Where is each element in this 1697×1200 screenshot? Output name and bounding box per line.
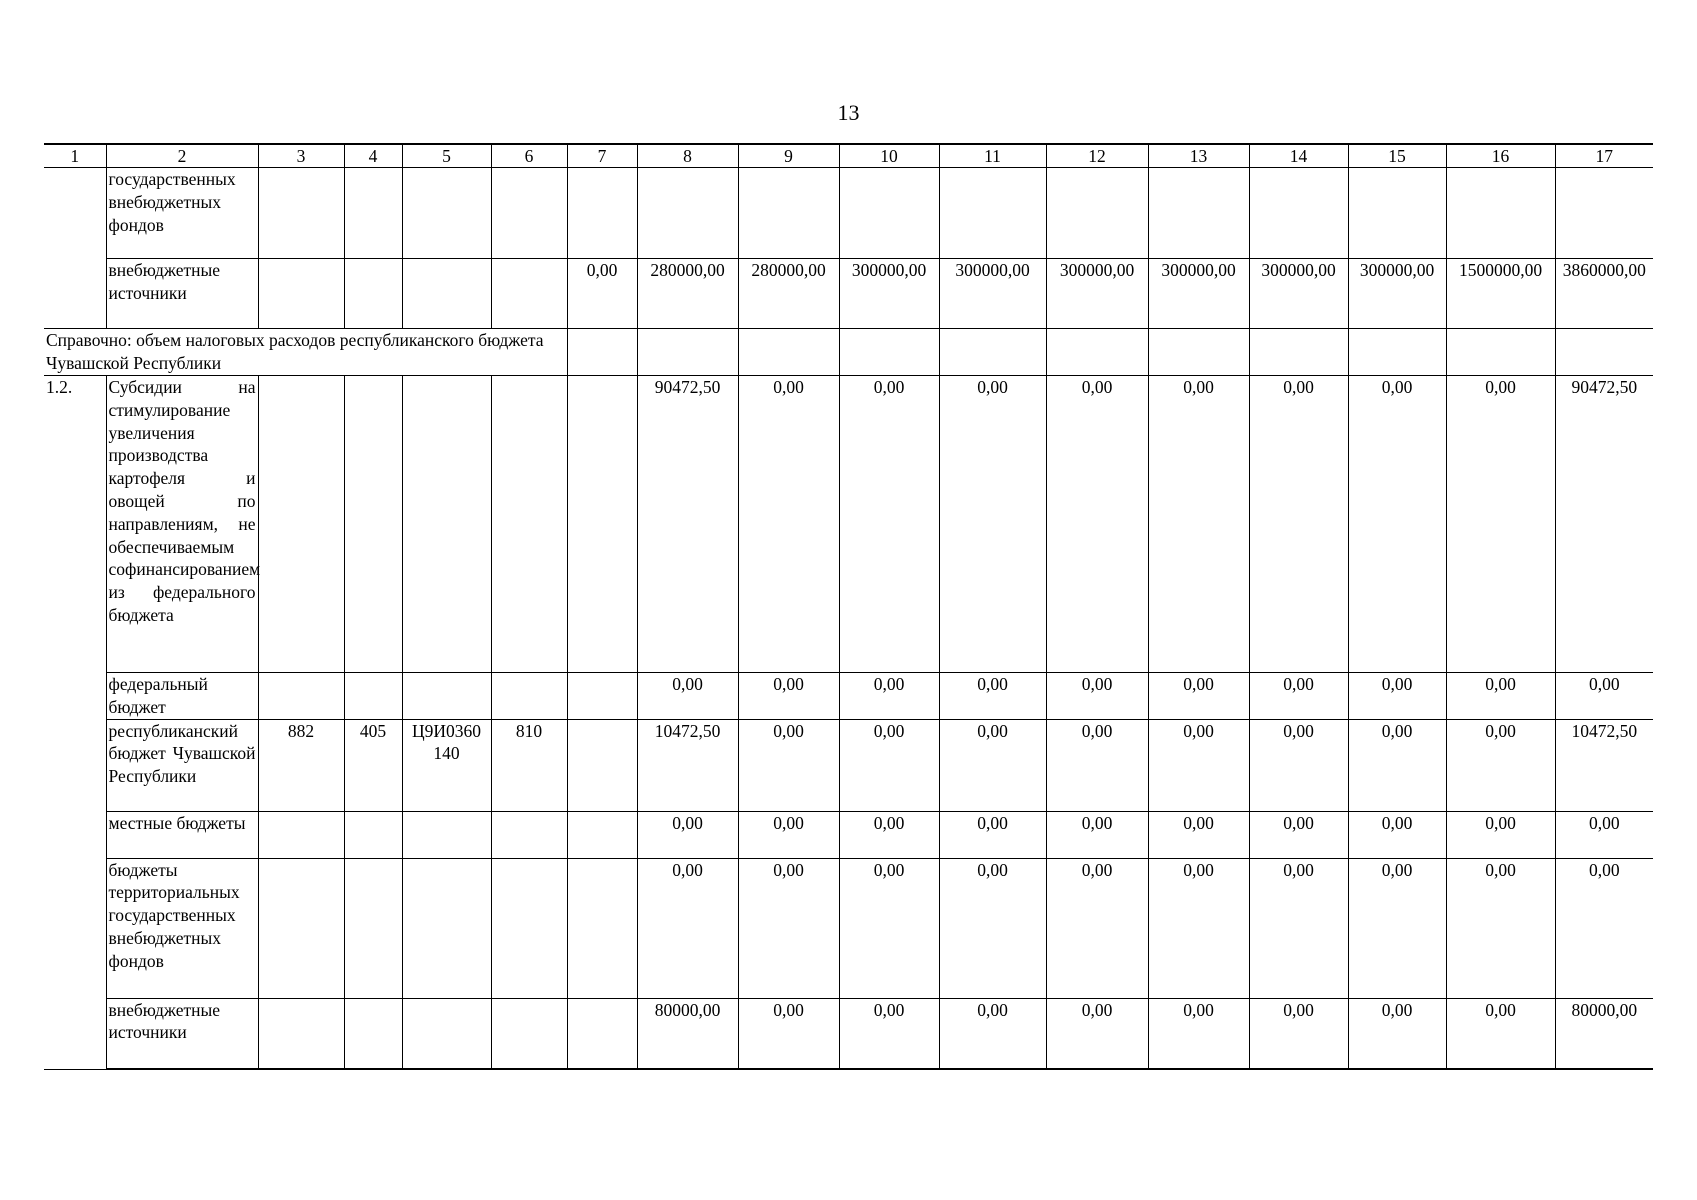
header-cell: 14 xyxy=(1249,144,1348,168)
value-cell xyxy=(344,168,402,259)
value-cell: 0,00 xyxy=(1148,858,1249,998)
header-cell: 9 xyxy=(738,144,839,168)
value-cell xyxy=(1148,329,1249,376)
value-cell: 0,00 xyxy=(939,719,1046,811)
value-cell: 300000,00 xyxy=(939,259,1046,329)
header-cell: 10 xyxy=(839,144,939,168)
value-cell: 0,00 xyxy=(839,998,939,1069)
index-cell xyxy=(44,168,106,329)
value-cell xyxy=(491,811,567,858)
value-cell: 0,00 xyxy=(1348,673,1446,720)
header-row xyxy=(44,144,1653,168)
value-cell: 0,00 xyxy=(637,673,738,720)
source-name: бюджеты территориальных государственных внебюджетных фондов xyxy=(106,858,258,998)
budget-table xyxy=(44,143,1653,1070)
value-cell: 0,00 xyxy=(738,673,839,720)
value-cell: 0,00 xyxy=(637,811,738,858)
value-cell: 300000,00 xyxy=(1348,259,1446,329)
value-cell: 0,00 xyxy=(1148,376,1249,673)
value-cell xyxy=(567,858,637,998)
value-cell xyxy=(258,259,344,329)
source-name: местные бюджеты xyxy=(106,811,258,858)
value-cell xyxy=(738,168,839,259)
value-cell: 0,00 xyxy=(1046,858,1148,998)
value-cell: 0,00 xyxy=(1148,719,1249,811)
value-cell xyxy=(258,858,344,998)
value-cell: 0,00 xyxy=(839,376,939,673)
source-name: государственных внебюджетных фондов xyxy=(106,168,258,259)
header-cell: 13 xyxy=(1148,144,1249,168)
value-cell: 0,00 xyxy=(1446,858,1555,998)
value-cell xyxy=(402,858,491,998)
source-name: внебюджетные источники xyxy=(106,259,258,329)
kbk-code: 882 xyxy=(258,719,344,811)
value-cell: 0,00 xyxy=(1446,719,1555,811)
value-cell: 90472,50 xyxy=(1555,376,1653,673)
value-cell: 0,00 xyxy=(738,811,839,858)
value-cell xyxy=(258,998,344,1069)
value-cell xyxy=(1555,168,1653,259)
value-cell: 0,00 xyxy=(1249,858,1348,998)
kbk-code: 405 xyxy=(344,719,402,811)
value-cell: 0,00 xyxy=(1046,811,1148,858)
value-cell: 0,00 xyxy=(839,719,939,811)
value-cell: 0,00 xyxy=(738,376,839,673)
value-cell xyxy=(637,168,738,259)
value-cell xyxy=(1249,329,1348,376)
header-cell: 17 xyxy=(1555,144,1653,168)
value-cell xyxy=(1148,168,1249,259)
header-cell: 7 xyxy=(567,144,637,168)
value-cell: 0,00 xyxy=(939,673,1046,720)
table-row xyxy=(44,811,1653,858)
source-name: республиканский бюджет Чувашской Республики xyxy=(106,719,258,811)
value-cell: 0,00 xyxy=(1046,719,1148,811)
table-row xyxy=(44,673,1653,720)
value-cell: 0,00 xyxy=(637,858,738,998)
value-cell: 0,00 xyxy=(1046,673,1148,720)
value-cell xyxy=(491,858,567,998)
value-cell xyxy=(1446,168,1555,259)
value-cell xyxy=(1348,329,1446,376)
value-cell xyxy=(567,719,637,811)
source-name: федеральный бюджет xyxy=(106,673,258,720)
value-cell xyxy=(258,811,344,858)
value-cell: 0,00 xyxy=(1348,811,1446,858)
value-cell: 0,00 xyxy=(1046,998,1148,1069)
value-cell: 0,00 xyxy=(839,811,939,858)
item-total-row xyxy=(44,376,1653,673)
value-cell: 0,00 xyxy=(738,719,839,811)
value-cell xyxy=(344,259,402,329)
value-cell xyxy=(1348,168,1446,259)
value-cell xyxy=(344,811,402,858)
value-cell xyxy=(344,998,402,1069)
value-cell: 0,00 xyxy=(1148,811,1249,858)
value-cell: 0,00 xyxy=(1148,673,1249,720)
value-cell: 0,00 xyxy=(567,259,637,329)
value-cell: 0,00 xyxy=(1249,376,1348,673)
header-cell: 3 xyxy=(258,144,344,168)
value-cell xyxy=(402,168,491,259)
value-cell xyxy=(1249,168,1348,259)
value-cell: 0,00 xyxy=(1249,811,1348,858)
value-cell xyxy=(1555,329,1653,376)
value-cell: 1500000,00 xyxy=(1446,259,1555,329)
value-cell: 0,00 xyxy=(839,673,939,720)
value-cell xyxy=(1046,168,1148,259)
value-cell xyxy=(491,376,567,673)
value-cell: 3860000,00 xyxy=(1555,259,1653,329)
value-cell: 0,00 xyxy=(1348,719,1446,811)
value-cell: 300000,00 xyxy=(839,259,939,329)
header-cell: 12 xyxy=(1046,144,1148,168)
value-cell: 0,00 xyxy=(1446,811,1555,858)
value-cell xyxy=(402,259,491,329)
value-cell: 300000,00 xyxy=(1046,259,1148,329)
item-index: 1.2. xyxy=(44,376,106,1070)
header-cell: 6 xyxy=(491,144,567,168)
value-cell xyxy=(491,673,567,720)
value-cell xyxy=(839,329,939,376)
value-cell xyxy=(402,811,491,858)
item-title: Субсидии на стимулирование увеличения производства картофеля и овощей по направлениям, не обеспечиваемым софинансированием из федерального бюджета xyxy=(106,376,258,673)
value-cell xyxy=(258,673,344,720)
value-cell: 10472,50 xyxy=(637,719,738,811)
note-row xyxy=(44,329,1653,376)
header-cell: 5 xyxy=(402,144,491,168)
table-row xyxy=(44,719,1653,811)
value-cell xyxy=(1046,329,1148,376)
kbk-code: 810 xyxy=(491,719,567,811)
table-row xyxy=(44,858,1653,998)
value-cell: 0,00 xyxy=(1348,376,1446,673)
value-cell: 280000,00 xyxy=(738,259,839,329)
value-cell: 0,00 xyxy=(1249,719,1348,811)
value-cell xyxy=(491,168,567,259)
value-cell xyxy=(839,168,939,259)
table-row xyxy=(44,259,1653,329)
value-cell xyxy=(402,998,491,1069)
value-cell xyxy=(491,998,567,1069)
value-cell: 0,00 xyxy=(1348,998,1446,1069)
value-cell xyxy=(567,998,637,1069)
header-cell: 16 xyxy=(1446,144,1555,168)
value-cell xyxy=(491,259,567,329)
value-cell xyxy=(567,168,637,259)
value-cell: 300000,00 xyxy=(1249,259,1348,329)
kbk-code: Ц9И0360140 xyxy=(402,719,491,811)
value-cell: 0,00 xyxy=(1348,858,1446,998)
table-row xyxy=(44,998,1653,1069)
value-cell: 0,00 xyxy=(939,858,1046,998)
value-cell: 0,00 xyxy=(939,998,1046,1069)
header-cell: 1 xyxy=(44,144,106,168)
value-cell: 0,00 xyxy=(1446,376,1555,673)
value-cell: 0,00 xyxy=(1446,673,1555,720)
value-cell xyxy=(258,168,344,259)
value-cell: 80000,00 xyxy=(1555,998,1653,1069)
header-cell: 8 xyxy=(637,144,738,168)
value-cell xyxy=(939,168,1046,259)
value-cell xyxy=(567,329,637,376)
value-cell: 0,00 xyxy=(1555,811,1653,858)
value-cell: 0,00 xyxy=(1555,858,1653,998)
value-cell xyxy=(402,376,491,673)
value-cell xyxy=(738,329,839,376)
value-cell: 0,00 xyxy=(738,858,839,998)
value-cell: 280000,00 xyxy=(637,259,738,329)
header-cell: 2 xyxy=(106,144,258,168)
value-cell xyxy=(344,673,402,720)
value-cell xyxy=(567,811,637,858)
value-cell: 0,00 xyxy=(1148,998,1249,1069)
value-cell: 0,00 xyxy=(939,811,1046,858)
header-cell: 4 xyxy=(344,144,402,168)
value-cell: 0,00 xyxy=(1046,376,1148,673)
value-cell: 0,00 xyxy=(1249,998,1348,1069)
reference-note: Справочно: объем налоговых расходов республиканского бюджета Чувашской Республики xyxy=(44,329,567,376)
page-number: 13 xyxy=(837,100,860,125)
source-name: внебюджетные источники xyxy=(106,998,258,1069)
value-cell: 0,00 xyxy=(839,858,939,998)
header-cell: 15 xyxy=(1348,144,1446,168)
value-cell xyxy=(258,376,344,673)
value-cell: 300000,00 xyxy=(1148,259,1249,329)
value-cell xyxy=(939,329,1046,376)
value-cell: 0,00 xyxy=(1446,998,1555,1069)
value-cell xyxy=(344,858,402,998)
value-cell xyxy=(637,329,738,376)
value-cell: 0,00 xyxy=(1555,673,1653,720)
value-cell: 0,00 xyxy=(939,376,1046,673)
value-cell xyxy=(567,376,637,673)
value-cell: 90472,50 xyxy=(637,376,738,673)
value-cell xyxy=(567,673,637,720)
value-cell xyxy=(1446,329,1555,376)
value-cell: 0,00 xyxy=(738,998,839,1069)
value-cell: 10472,50 xyxy=(1555,719,1653,811)
value-cell: 0,00 xyxy=(1249,673,1348,720)
value-cell: 80000,00 xyxy=(637,998,738,1069)
header-cell: 11 xyxy=(939,144,1046,168)
value-cell xyxy=(344,376,402,673)
value-cell xyxy=(402,673,491,720)
table-row xyxy=(44,168,1653,259)
